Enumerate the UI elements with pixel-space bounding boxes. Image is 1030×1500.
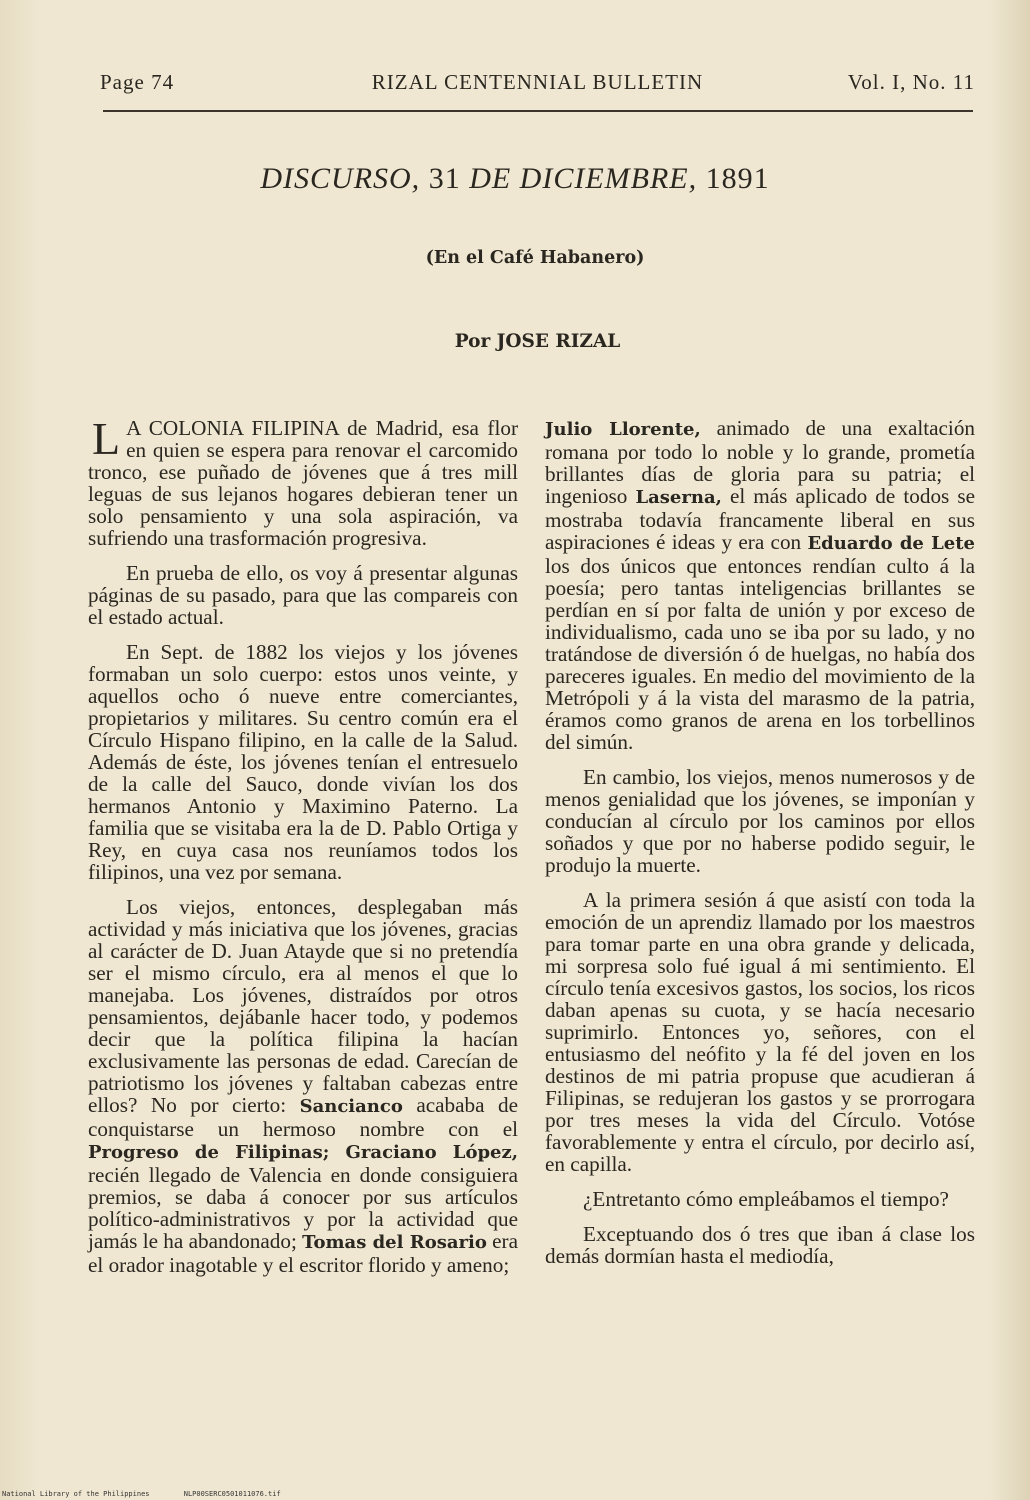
paragraph: En cambio, los viejos, menos numerosos y de menos genialidad que los jóvenes, se imponían y conducían al círculo por los caminos por ellos soñados y que por no haberse podido seguir, le produjo la muerte. bbox=[545, 765, 975, 877]
paragraph bbox=[88, 896, 518, 1276]
title-day: 31 bbox=[428, 162, 461, 195]
paragraph bbox=[88, 413, 518, 550]
publication-title: RIZAL CENTENNIAL BULLETIN bbox=[371, 70, 704, 94]
bold-name: Laserna, bbox=[635, 487, 722, 508]
paragraph-text: era el orador inagotable y el escritor florido y ameno; bbox=[88, 1229, 519, 1277]
title-year: 1891 bbox=[705, 162, 770, 195]
page-number: Page 74 bbox=[100, 70, 175, 94]
title-part-1: DISCURSO, bbox=[260, 162, 421, 195]
bold-name: Tomas del Rosario bbox=[302, 1232, 487, 1253]
paragraph: En Sept. de 1882 los viejos y los jóvenes formaban un solo cuerpo: estos unos veinte, y aquellos ocho ó nueve entre comerciantes, propietarios y militares. Su centro común era el Círculo Hispano filipino, en la calle de la Salud. Además de éste, los jóvenes tenían el entresuelo de la calle del Sauco, donde vivían los dos hermanos Antonio y Maximino Paterno. La familia que se visitaba era la de D. Pablo Ortiga y Rey, en cuya casa nos reuníamos todos los filipinos, una vez por semana. bbox=[88, 640, 518, 884]
right-column bbox=[545, 417, 975, 1280]
paragraph: A la primera sesión á que asistí con toda la emoción de un aprendiz llamado por los maestros para tomar parte en una obra grande y delicada, mi sorpresa solo fué igual á mi sentimiento. El círculo tenía excesivos gastos, los socios, los ricos daban apenas su cuota, y se hacía necesario suprimirlo. Entonces yo, señores, con el entusiasmo del neófito y la fé del joven en los destinos de mi patria propuse que acudieran á Filipinas, se redujeran los gastos y se prorrogara por tres meses la vida del Círculo. Votóse favorablemente y entra el círculo, por decirlo así, en capilla. bbox=[545, 888, 975, 1176]
paragraph: Exceptuando dos ó tres que iban á clase los demás dormían hasta el mediodía, bbox=[545, 1222, 975, 1268]
header-rule bbox=[103, 110, 973, 112]
bold-name: Eduardo de Lete bbox=[807, 533, 975, 554]
paragraph: ¿Entretanto cómo empleábamos el tiempo? bbox=[583, 1187, 949, 1211]
article-title bbox=[0, 162, 1030, 196]
left-column bbox=[88, 413, 519, 1289]
running-header bbox=[100, 70, 975, 100]
paragraph-text: A COLONIA FILIPINA de Madrid, esa flor en quien se espera para renovar el carcomido tronco, ese puñado de jóvenes que á tres mill leguas de sus lejanos hogares debieran tener un solo pensamiento y una sola aspiración, va sufriendo una trasformación progresiva. bbox=[88, 416, 518, 550]
paragraph-text: acababa de conquistarse un hermoso nombre con el bbox=[88, 1093, 519, 1141]
article-byline: Por JOSE RIZAL bbox=[454, 331, 621, 352]
drop-cap: L bbox=[92, 413, 121, 464]
article-subtitle: (En el Café Habanero) bbox=[425, 248, 645, 268]
volume-number: Vol. I, No. 11 bbox=[847, 70, 975, 94]
bold-name: Julio Llorente, bbox=[545, 419, 701, 440]
library-credit: National Library of the Philippines bbox=[2, 1490, 150, 1498]
paragraph-text: Los viejos, entonces, desplegaban más actividad y más iniciativa que los jóvenes, gracias al carácter de D. Juan Atayde que si no pretendía ser el mismo círculo, era al menos el que lo manejaba. Los jóvenes, distraídos por otros pensamientos, dejábanle hacer todo, y podemos decir que la política filipina la hacían exclusivamente las personas de edad. Carecían de patriotismo los jóvenes y faltaban cabezas entre ellos? No por cierto: bbox=[88, 895, 518, 1117]
paragraph-text: los dos únicos que entonces rendían culto á la poesía; pero tantas inteligencias brillantes se perdían en sí por falta de unión y por exceso de individualismo, cada uno se iba por su lado, y no tratándose de diversión ó de huelgas, no había dos pareceres iguales. En medio del movimiento de la Metrópoli y á la vista del marasmo de la patria, éramos como granos de arena en los torbellinos del simún. bbox=[545, 554, 975, 754]
paragraph-text: el más aplicado de todos se mostraba todavía francamente liberal en sus aspiraciones é ideas y era con bbox=[545, 484, 975, 554]
paragraph-text: recién llegado de Valencia en donde consiguiera premios, se daba á conocer por sus artículos político-administrativos y por la actividad que jamás le ha abandonado; bbox=[88, 1163, 518, 1253]
paragraph-text: animado de una exaltación romana por todo lo noble y lo grande, prometía brillantes días de gloria para su patria; el ingenioso bbox=[545, 416, 976, 508]
bold-name: Progreso de Filipinas; Graciano López, bbox=[88, 1142, 518, 1163]
paragraph bbox=[545, 417, 975, 753]
title-part-2: DE DICIEMBRE, bbox=[469, 162, 698, 195]
bold-name: Sancianco bbox=[299, 1096, 403, 1117]
paragraph: En prueba de ello, os voy á presentar algunas páginas de su pasado, para que las compareis con el estado actual. bbox=[88, 561, 518, 629]
file-name: NLP00SERC0501011076.tif bbox=[183, 1490, 281, 1498]
scan-footer bbox=[2, 1490, 402, 1500]
